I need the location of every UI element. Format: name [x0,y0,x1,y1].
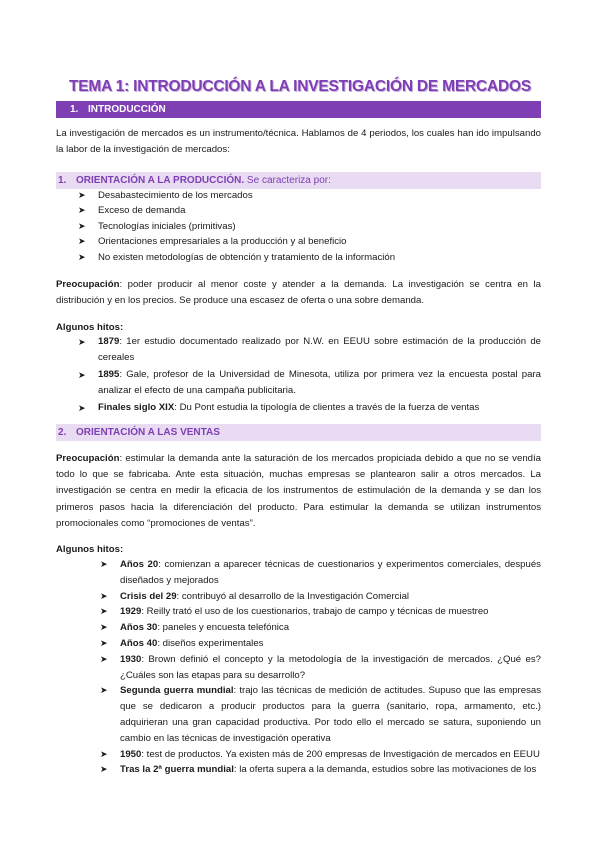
hito-text: : 1er estudio documentado realizado por N.W. en EEUU sobre estimación de la producción de cereales [98,336,541,364]
hito-text: : test de productos. Ya existen más de 200 empresas de Investigación de mercados en EEUU [141,748,540,760]
hito-date: Crisis del 29 [120,590,177,602]
hito-date: Tras la 2ª guerra mundial [120,764,234,776]
list-item-text: No existen metodologías de obtención y tratamiento de la información [98,251,396,263]
list-item-text: Exceso de demanda [98,205,186,217]
section-heading-introduccion [56,101,541,118]
arrow-bullet-icon: ➤ [100,637,108,648]
hito-item [98,762,541,778]
preocupacion-text: : estimular la demanda ante la saturación de los mercados propiciada debido a que no se vendía todo lo que se fabricaba. Ante esta situación, muchas empresas se plantearon salir a otros mercados. La investigación se centra en medir la eficacia de los instrumentos de estimulación de la demanda y se dan los primeros pasos hacia la diferenciación del producto. Para estimular la demanda se utilizan instrumentos promocionales como “promociones de ventas”. [56,453,541,529]
hito-date: Años 20 [120,559,159,570]
hito-text: : Brown definió el concepto y la metodología de la investigación de mercados. ¿Qué es? ¿Cuáles son las etapas para su desarrollo? [120,653,541,681]
arrow-bullet-icon: ➤ [78,220,86,231]
hito-item [98,620,541,636]
hito-item [76,334,541,367]
hito-text: : Gale, profesor de la Universidad de Minesota, utiliza por primera vez la encuesta postal para analizar el efecto de una campaña publicitaria. [98,368,541,397]
section-number: 1. [58,175,67,186]
list-item [76,188,541,203]
hito-date: 1879 [98,336,120,347]
arrow-bullet-icon: ➤ [100,748,108,759]
produccion-characteristics-list [76,188,541,265]
arrow-bullet-icon: ➤ [100,685,108,696]
hito-item [98,652,541,684]
arrow-bullet-icon: ➤ [100,764,108,775]
list-item-text: Orientaciones empresariales a la producción y al beneficio [98,236,347,248]
arrow-bullet-icon: ➤ [78,190,86,200]
hitos-label: Algunos hitos: [56,322,124,333]
hito-text: : trajo las técnicas de medición de actitudes. Supuso que las empresas que se dedicaron a producir productos para la guerra (sanitario, ropa, armamento, etc.) adquirieran una gran capacidad productiva. Por todo ello el mercado se satura, suponiendo un cambio en las técnicas de investigación operativa [120,685,541,744]
hito-item [76,367,541,400]
list-item [76,234,541,249]
hito-item [98,683,541,746]
section-heading-ventas [56,424,541,441]
arrow-bullet-icon: ➤ [100,559,108,569]
section-heading-produccion [56,172,541,189]
hito-item [98,589,541,605]
arrow-bullet-icon: ➤ [78,205,86,216]
list-item-text: Desabastecimiento de los mercados [98,190,253,201]
hito-date: 1930 [120,653,142,665]
hito-text: : contribuyó al desarrollo de la Investigación Comercial [176,590,410,602]
preocupacion-label: Preocupación [56,279,120,290]
list-item [76,203,541,218]
ventas-hitos-list [98,557,541,778]
produccion-hitos-list [76,334,541,416]
section-label: ORIENTACIÓN A LAS VENTAS [76,427,220,438]
produccion-preocupacion-paragraph [56,277,541,309]
list-item [76,219,541,234]
section-label: ORIENTACIÓN A LA PRODUCCIÓN. [76,175,245,186]
hito-item [98,636,541,652]
hito-date: Años 40 [120,637,158,649]
hito-text: : paneles y encuesta telefónica [157,622,290,634]
arrow-bullet-icon: ➤ [78,369,86,380]
section-label: INTRODUCCIÓN [88,104,166,115]
section-label-suffix: Se caracteriza por: [244,175,331,186]
arrow-bullet-icon: ➤ [78,402,86,413]
ventas-preocupacion-paragraph [56,451,541,532]
hito-item [98,747,541,763]
preocupacion-label: Preocupación [56,453,120,464]
hito-text: : la oferta supera a la demanda, estudios sobre las motivaciones de los [233,764,537,776]
preocupacion-text: : poder producir al menor coste y atender a la demanda. La investigación se centra en la distribución y en los precios. Se produce una escasez de oferta o una sobre demanda. [56,279,541,307]
arrow-bullet-icon: ➤ [100,590,108,601]
intro-paragraph: La investigación de mercados es un instrumento/técnica. Hablamos de 4 periodos, los cuales han ido impulsando la labor de la investigación de mercados: [56,128,541,156]
arrow-bullet-icon: ➤ [100,622,108,633]
hito-date: Finales siglo XIX [98,401,175,413]
hito-text: : diseños experimentales [157,637,264,649]
list-item [76,250,541,265]
hito-text: : Du Pont estudia la tipología de clientes a través de la fuerza de ventas [174,401,480,413]
hitos-label: Algunos hitos: [56,544,124,555]
hito-date: 1950 [120,748,142,760]
arrow-bullet-icon: ➤ [78,236,86,247]
section-number: 1. [70,104,79,115]
hito-date: 1929 [120,606,142,618]
hito-date: Años 30 [120,622,158,634]
hito-date: 1895 [98,368,120,380]
document-title: TEMA 1: INTRODUCCIÓN A LA INVESTIGACIÓN DE MERCADOS [69,78,531,95]
arrow-bullet-icon: ➤ [78,251,86,262]
arrow-bullet-icon: ➤ [78,337,86,347]
hito-item [76,400,541,416]
arrow-bullet-icon: ➤ [100,606,108,617]
hito-text: : comienzan a aparecer técnicas de cuestionarios y experimentos comerciales, después diseñados y mejorados [120,559,541,586]
hito-text: : Reilly trató el uso de los cuestionarios, trabajo de campo y técnicas de muestreo [141,606,489,618]
hito-item [98,557,541,589]
hito-item [98,604,541,620]
hito-date: Segunda guerra mundial [120,685,234,697]
arrow-bullet-icon: ➤ [100,653,108,664]
section-number: 2. [58,427,67,438]
list-item-text: Tecnologías iniciales (primitivas) [98,220,236,232]
